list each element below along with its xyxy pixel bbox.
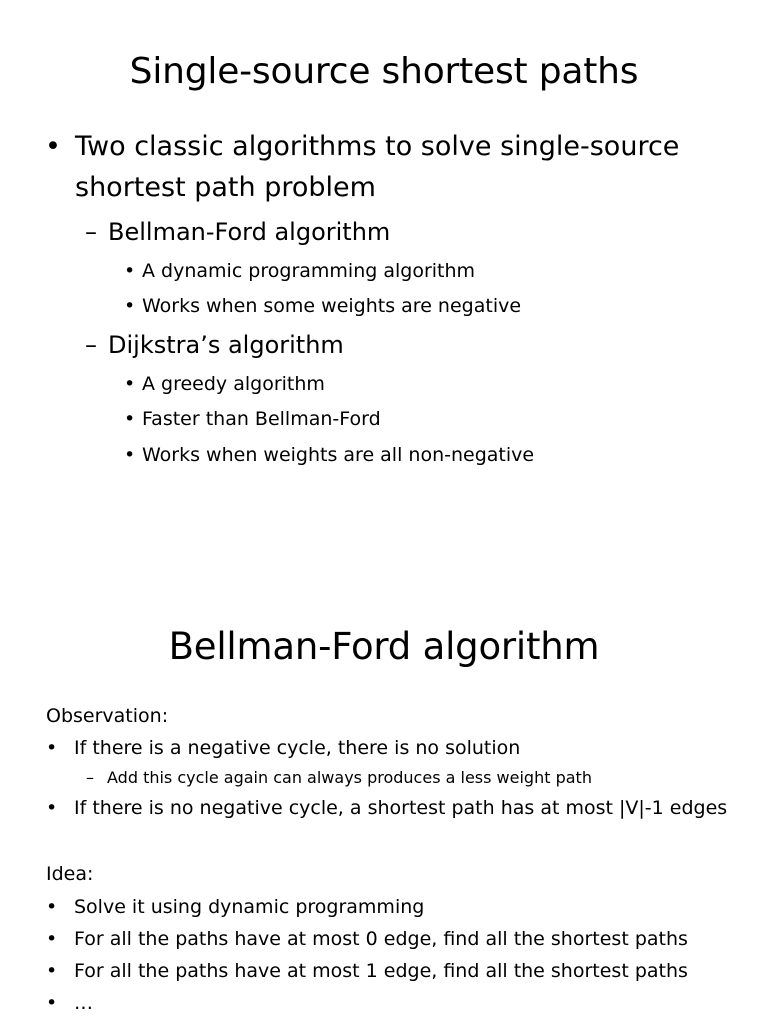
bellman-point: Works when some weights are negative — [142, 295, 522, 317]
idea-point: For all the paths have at most 0 edge, find all the shortest paths — [74, 928, 688, 950]
bullet-dot: • — [46, 896, 58, 918]
bullet-dot: • — [46, 928, 58, 950]
bullet-dot: • — [46, 797, 58, 819]
bullet-dot: • — [124, 444, 136, 466]
idea-point: For all the paths have at most 1 edge, find all the shortest paths — [74, 960, 688, 982]
idea-point: … — [74, 992, 93, 1014]
idea-point: Solve it using dynamic programming — [74, 896, 425, 918]
bullet-dot: • — [46, 992, 58, 1014]
slide-title: Single-source shortest paths — [129, 51, 639, 92]
dash-bullet: – — [85, 331, 97, 359]
dijkstra-point: Works when weights are all non-negative — [142, 444, 535, 466]
intro-line-1: Two classic algorithms to solve single-source — [75, 131, 680, 162]
bullet-dot: • — [46, 737, 58, 759]
bullet-dot: • — [45, 131, 61, 162]
dijkstra-label: Dijkstra’s algorithm — [108, 331, 344, 359]
slide-title: Bellman-Ford algorithm — [168, 625, 600, 668]
intro-line-2: shortest path problem — [75, 172, 376, 203]
observation-label: Observation: — [46, 705, 169, 727]
bullet-dot: • — [46, 960, 58, 982]
bullet-dot: • — [124, 373, 136, 395]
bellman-point: A dynamic programming algorithm — [142, 260, 476, 282]
bellman-ford-label: Bellman-Ford algorithm — [108, 218, 391, 246]
idea-label: Idea: — [46, 863, 94, 885]
bullet-dot: • — [124, 295, 136, 317]
bullet-dot: • — [124, 260, 136, 282]
observation-point: If there is a negative cycle, there is no solution — [74, 737, 521, 759]
bullet-dot: • — [124, 408, 136, 430]
dash-bullet: – — [85, 218, 97, 246]
dijkstra-point: Faster than Bellman-Ford — [142, 408, 381, 430]
dash-bullet: – — [86, 768, 94, 787]
observation-point: If there is no negative cycle, a shortest path has at most |V|-1 edges — [74, 797, 728, 819]
dijkstra-point: A greedy algorithm — [142, 373, 325, 395]
observation-subpoint: Add this cycle again can always produces a less weight path — [107, 768, 592, 787]
